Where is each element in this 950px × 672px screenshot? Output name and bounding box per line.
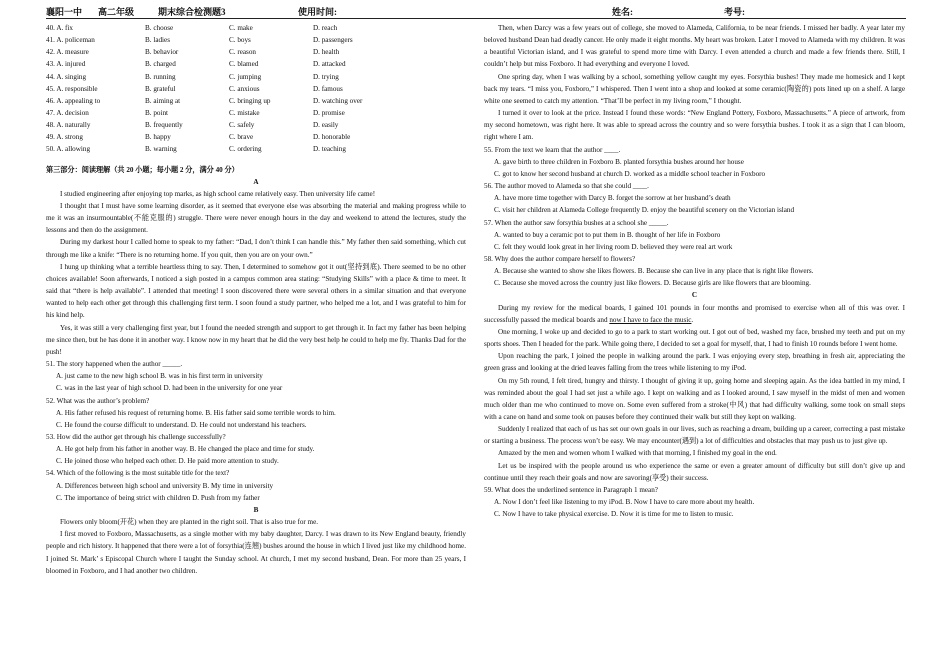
exam-title: 期末综合检测题3 bbox=[158, 7, 226, 17]
question-options: A. Because she wanted to show she likes flowers. B. Because she can live in any place that is right like flowers. bbox=[494, 267, 814, 276]
question-options: C. got to know her second husband at church D. worked as a middle school teacher in Foxboro bbox=[494, 169, 766, 178]
passage-b-questions bbox=[484, 144, 905, 290]
grade-label: 高二年级 bbox=[98, 7, 135, 17]
cloze-option: D. health bbox=[313, 48, 340, 57]
passage-paragraph: I thought that I must have some learning disorder, as it seemed that everyone else was absorbing the material and making progress while to me it was an insurmountable(不能克服的) struggle. There were never enough hours in the day and weekend to attend the lectures, study the lessons and then do the assignment. bbox=[46, 202, 466, 235]
passage-paragraph: Let us be inspired with the people around us who experience the same or even a greater amount of difficulty but still don’t give up and continue until they reach their goals and now are savoring(享受) their success. bbox=[484, 461, 905, 482]
cloze-option: B. warning bbox=[145, 145, 177, 154]
passage-a-text bbox=[46, 188, 466, 358]
cloze-option: 44. A. singing bbox=[46, 72, 87, 81]
passage-paragraph: On my 5th round, I felt tired, hungry and thirsty. I thought of giving it up, going home and sleeping again. As the idea battled in my mind, I was reminded about the goal I had set just a while ago. I kept on walking and as I looked around, I saw myself in the midst of men and women much older than me who continued to move on. Some even suffered from a stroke(中风) that had difficulty walking, some took on small steps with a cane on hand and some took on pauses before they continued their walk but still they kept on walking. bbox=[484, 376, 905, 421]
question-options: A. wanted to buy a ceramic pot to put them in B. thought of her life in Foxboro bbox=[494, 230, 721, 239]
question-options: A. have more time together with Darcy B. forget the sorrow at her husband’s death bbox=[494, 194, 731, 203]
passage-c-questions bbox=[484, 484, 905, 520]
question-options: C. Because she moved across the country just like flowers. D. Because girls are like flowers that are blooming. bbox=[494, 279, 811, 288]
cloze-option-row bbox=[46, 107, 466, 119]
cloze-option: B. point bbox=[145, 108, 169, 117]
number-label: 考号: bbox=[724, 7, 745, 17]
cloze-option: C. make bbox=[229, 24, 253, 32]
question-stem: 59. What does the underlined sentence in Paragraph 1 mean? bbox=[484, 485, 658, 494]
question-options: C. He found the course difficult to understand. D. He could not understand his teachers. bbox=[56, 420, 307, 429]
question-options: A. just came to the new high school B. was in his first term in university bbox=[56, 372, 263, 381]
cloze-option: C. jumping bbox=[229, 72, 262, 81]
cloze-option: D. easily bbox=[313, 121, 339, 130]
cloze-option-row bbox=[46, 58, 466, 70]
cloze-option-row bbox=[46, 95, 466, 107]
cloze-option: 46. A. appealing to bbox=[46, 96, 101, 105]
left-column bbox=[46, 22, 466, 577]
cloze-option: C. reason bbox=[229, 48, 256, 57]
passage-paragraph: During my darkest hour I called home to speak to my father: “Dad, I don’t think I can handle this.” My father then said something, which cut through me like a knife: “There is no returning home. If you quit, then you are on your own.” bbox=[46, 238, 466, 259]
cloze-option: 43. A. injured bbox=[46, 60, 86, 69]
cloze-option: D. passengers bbox=[313, 36, 353, 45]
cloze-option: 41. A. policeman bbox=[46, 36, 95, 45]
question-stem: 56. The author moved to Alameda so that she could ____. bbox=[484, 182, 649, 191]
cloze-option: D. famous bbox=[313, 84, 343, 93]
passage-paragraph: During my review for the medical boards, I gained 101 pounds in four months and promised to exercise when all of this was over. I successfully passed the medical boards and now I have to face the music. bbox=[484, 303, 905, 324]
question-stem: 54. Which of the following is the most suitable title for the text? bbox=[46, 469, 230, 478]
cloze-option: D. teaching bbox=[313, 145, 346, 154]
exam-header bbox=[46, 4, 906, 19]
cloze-option: 48. A. naturally bbox=[46, 121, 91, 130]
passage-paragraph: One morning, I woke up and decided to go to a park to start working out. I got out of bed, washed my face, brushed my teeth and put on my sports shoes. Then I headed for the park. While going there, I decided to set a goal for myself, that, I had to finish 10 rounds before I went home. bbox=[484, 327, 905, 349]
passage-b-text-continued bbox=[484, 22, 905, 144]
cloze-option: D. reach bbox=[313, 24, 338, 32]
cloze-option: C. mistake bbox=[229, 108, 260, 117]
cloze-option-row bbox=[46, 131, 466, 143]
cloze-option-row bbox=[46, 71, 466, 83]
passage-c-label: C bbox=[691, 291, 698, 300]
cloze-option-row bbox=[46, 22, 466, 34]
name-label: 姓名: bbox=[612, 7, 633, 17]
passage-paragraph: I studied engineering after enjoying top marks, as high school came relatively easy. Then university life came! bbox=[60, 189, 376, 198]
passage-a-label: A bbox=[253, 177, 259, 186]
passage-b-label: B bbox=[253, 505, 259, 514]
cloze-option: D. watching over bbox=[313, 96, 363, 105]
question-stem: 55. From the text we learn that the author ____. bbox=[484, 145, 621, 154]
cloze-option: B. frequently bbox=[145, 121, 183, 130]
cloze-option: 45. A. responsible bbox=[46, 84, 98, 93]
passage-paragraph: Amazed by the men and women whom I walked with that morning, I finished my goal in the end. bbox=[498, 449, 777, 458]
passage-paragraph: I first moved to Foxboro, Massachusetts, as a single mother with my baby daughter, Darcy. I was drawn to its New England beauty, friendly people and rich history. It happened that there were a lot of forsythia(连翘) bushes around the house in which I lived just like my childhood home. I joined St. Mark’ s Episcopal Church where I taught the Sunday school. At church, I met my second husband, Dean. For more than 25 years, I bloomed in Foxboro, and I had another two children. bbox=[46, 530, 466, 575]
question-options: A. Now I don’t feel like listening to my iPod. B. Now I have to care more about my health. bbox=[494, 498, 755, 507]
cloze-option: C. ordering bbox=[229, 145, 262, 154]
cloze-option: 42. A. measure bbox=[46, 48, 89, 57]
cloze-options bbox=[46, 22, 466, 156]
question-stem: 53. How did the author get through his challenge successfully? bbox=[46, 432, 226, 441]
cloze-option: C. boys bbox=[229, 36, 251, 45]
question-options: C. visit her children at Alameda College frequently D. enjoy the beautiful scenery on the Victorian island bbox=[494, 206, 795, 215]
cloze-option: D. attacked bbox=[313, 60, 346, 69]
cloze-option: C. bringing up bbox=[229, 96, 271, 105]
cloze-option: D. trying bbox=[313, 72, 339, 81]
cloze-option-row bbox=[46, 119, 466, 131]
right-column bbox=[484, 22, 905, 520]
question-options: A. gave birth to three children in Foxboro B. planted forsythia bushes around her house bbox=[494, 157, 744, 166]
question-options: C. was in the last year of high school D. had been in the university for one year bbox=[56, 384, 283, 393]
cloze-option-row bbox=[46, 143, 466, 155]
question-options: A. Differences between high school and university B. My time in university bbox=[56, 481, 274, 490]
cloze-option: B. behavior bbox=[145, 48, 179, 57]
passage-paragraph: Flowers only bloom(开花) when they are planted in the right soil. That is also true for me. bbox=[60, 518, 319, 527]
passage-paragraph: I turned it over to look at the price. Instead I found these words: “New England Pottery, Foxboro, Massachusetts.” A piece of artwork, from my second hometown, was right here. It was able to spread across the country and so were forsythia bushes. I took it as a sign that I can bloom, right where I am. bbox=[484, 109, 905, 142]
cloze-option-row bbox=[46, 34, 466, 46]
cloze-option: B. ladies bbox=[145, 36, 170, 45]
cloze-option: D. honorable bbox=[313, 133, 351, 142]
cloze-option: 40. A. fix bbox=[46, 24, 73, 32]
cloze-option: B. aiming at bbox=[145, 96, 181, 105]
question-stem: 51. The story happened when the author _____. bbox=[46, 360, 183, 369]
passage-c-text bbox=[484, 302, 905, 484]
passage-b-text-start bbox=[46, 516, 466, 577]
question-options: C. The importance of being strict with children D. Push from my father bbox=[56, 493, 260, 502]
question-options: C. Now I have to take physical exercise. D. Now it is time for me to listen to music. bbox=[494, 510, 734, 519]
question-options: C. He joined those who helped each other. D. He paid more attention to study. bbox=[56, 457, 279, 466]
cloze-option: B. running bbox=[145, 72, 176, 81]
part3-title: 第三部分：阅读理解（共 20 小题；每小题 2 分，满分 40 分） bbox=[46, 165, 239, 174]
cloze-option: D. promise bbox=[313, 108, 345, 117]
cloze-option: B. grateful bbox=[145, 84, 176, 93]
passage-paragraph: Suddenly I realized that each of us has set our own goals in our lives, such as reaching a dream, building up a career, correcting a past mistake or starting a business. The process won’t be easy. We may encounter(遇到) a lot of difficulties and obstacles that may push us to just give up. bbox=[484, 425, 905, 446]
cloze-option: B. choose bbox=[145, 24, 174, 32]
question-stem: 58. Why does the author compare herself to flowers? bbox=[484, 254, 636, 263]
cloze-option: C. anxious bbox=[229, 84, 260, 93]
question-stem: 52. What was the author’s problem? bbox=[46, 396, 150, 405]
time-label: 使用时间: bbox=[298, 7, 337, 17]
underlined-sentence: now I have to face the music bbox=[609, 315, 692, 324]
school-name: 襄阳一中 bbox=[46, 7, 83, 17]
question-options: A. His father refused his request of returning home. B. His father said some terrible words to him. bbox=[56, 408, 336, 417]
cloze-option: 49. A. strong bbox=[46, 133, 83, 142]
cloze-option-row bbox=[46, 83, 466, 95]
cloze-option: B. charged bbox=[145, 60, 176, 69]
cloze-option-row bbox=[46, 46, 466, 58]
passage-paragraph: Upon reaching the park, I joined the people in walking around the park. I was enjoying every step, breathing in fresh air, appreciating the green grass and looking at the dried leaves falling from the trees while listening to my iPod. bbox=[484, 352, 905, 373]
passage-paragraph: One spring day, when I was walking by a school, something yellow caught my eyes. Forsythia bushes! They made me homesick and I kept back my tears. “I miss you, Foxboro,” I whispered. Then I went into a shop and looked at some ceramic(陶瓷的) pots lined up on a shelf. A large white one seemed to catch my attention. “That’ll be perfect in my living room,” I thought. bbox=[484, 72, 905, 105]
cloze-option: 47. A. decision bbox=[46, 108, 89, 117]
passage-paragraph: Then, when Darcy was a few years out of college, she moved to Alameda, California, to be near friends. I missed her badly. A year later my beloved husband Dean had deadly cancer. He only made it eight months. My heart was broken. Later I moved to Alameda with my children. It was a beautiful Victorian island, and I was grateful to spend more time with Darcy. I even attended a church and made a few friends there. Still, I couldn’t help but miss Foxboro. It had everything and everyone I loved. bbox=[484, 24, 905, 69]
question-stem: 57. When the author saw forsythia bushes at a school she _____. bbox=[484, 218, 669, 227]
passage-a-questions bbox=[46, 358, 466, 504]
cloze-option: C. safely bbox=[229, 121, 255, 130]
question-options: A. He got help from his father in another way. B. He changed the place and time for study. bbox=[56, 445, 315, 454]
passage-paragraph: I hung up thinking what a terrible heartless thing to say. Then, I determined to somehow got it out(坚持到底). There seemed to be no other choices available! Soon afterwards, I noticed a sigh posted in a campus common area stating: “Studying Skills” with a place & time to meet. It said that “there is help available”. I attended that meeting! I soon discovered there were several others in a similar situation and that everyone wanted to help each other get through this challenging first term. I soon found a study partner, who helped me a lot, and I was grateful to him for his kind help. bbox=[46, 262, 466, 320]
cloze-option: C. blamed bbox=[229, 60, 259, 69]
cloze-option: B. happy bbox=[145, 133, 171, 142]
cloze-option: 50. A. allowing bbox=[46, 145, 91, 154]
question-options: C. felt they would look great in her living room D. believed they were real art work bbox=[494, 242, 733, 251]
cloze-option: C. brave bbox=[229, 133, 254, 142]
passage-paragraph: Yes, it was still a very challenging first year, but I found the needed strength and support to get through it. In fact my father has been helping me since then, but he has done it in another way. I know now in my heart that he did the very best help he could to help me fly. Thanks Dad for the push! bbox=[46, 323, 466, 356]
